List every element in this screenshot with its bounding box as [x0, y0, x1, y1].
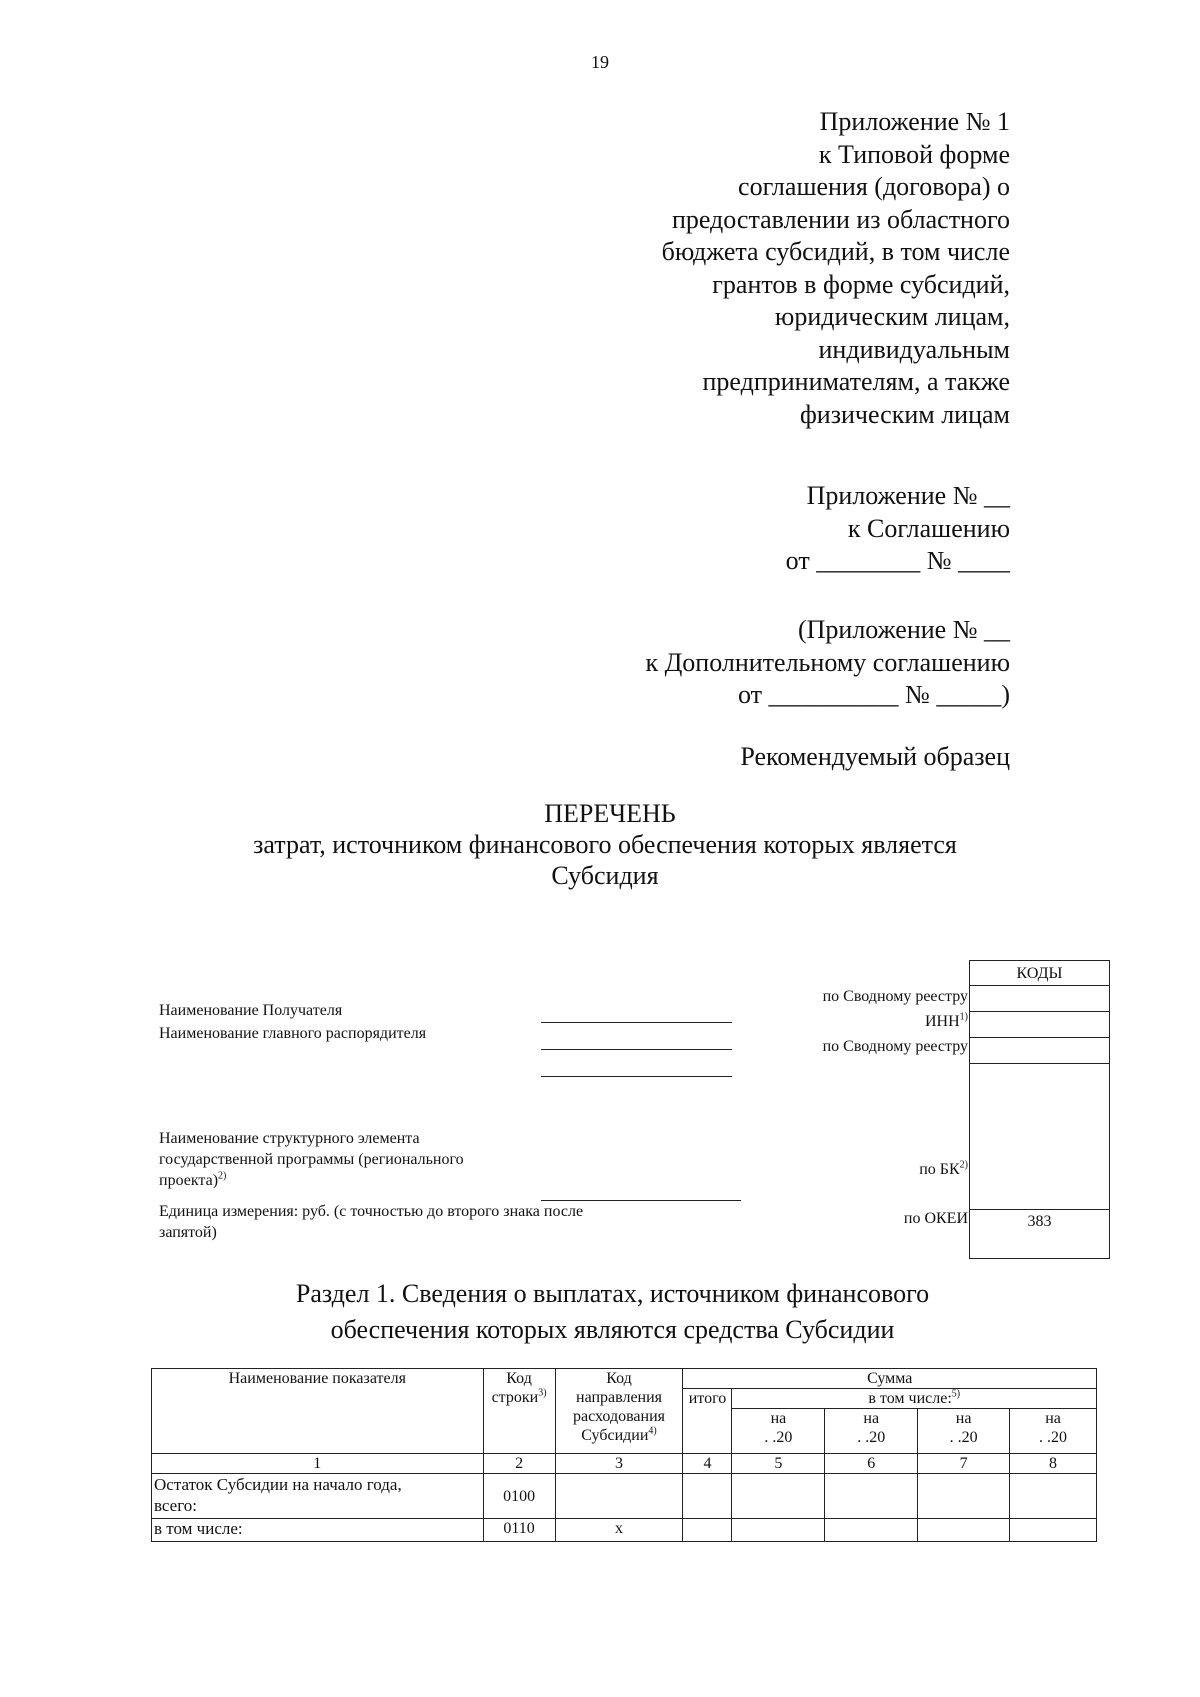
- document-title: [0, 798, 1200, 891]
- row-total-cell[interactable]: [683, 1519, 732, 1542]
- column-number: 1: [152, 1454, 484, 1474]
- row-year-cell[interactable]: [732, 1474, 825, 1519]
- appendix-1-line: юридическим лицам,: [774, 302, 1010, 331]
- header-direction-line: Код: [606, 1370, 632, 1387]
- unit-label: [159, 1201, 583, 1243]
- codes-table: [969, 960, 1110, 1259]
- year-label: на: [955, 1410, 972, 1427]
- main-manager-label: Наименование главного распорядителя: [159, 1025, 427, 1042]
- row-year-cell[interactable]: [1010, 1474, 1097, 1519]
- row-code: 0110: [483, 1519, 555, 1542]
- header-year-4: [1010, 1409, 1097, 1454]
- column-number: 6: [825, 1454, 918, 1474]
- appendix-additional-block: [645, 614, 1010, 712]
- appendix-additional-date: от __________ № _____): [738, 680, 1010, 709]
- code-cell-inn[interactable]: [970, 1012, 1110, 1038]
- row-name-line: Остаток Субсидии на начало года,: [154, 1475, 402, 1494]
- structural-element-line: проекта)$^{2)}$: [159, 1170, 227, 1189]
- by-bk-label: по БК$^{2)}$: [919, 1159, 968, 1178]
- header-row-code-line: Код: [506, 1370, 532, 1387]
- appendix-1-line: грантов в форме субсидий,: [712, 269, 1010, 299]
- by-registry-label-2: по Сводному реестру: [822, 1038, 968, 1055]
- main-manager-field[interactable]: [541, 1049, 732, 1050]
- recipient-name-field[interactable]: [541, 1022, 732, 1023]
- row-name: в том числе:: [152, 1519, 484, 1542]
- code-cell-okei: 383: [970, 1210, 1110, 1259]
- appendix-additional-number: (Приложение № __: [797, 615, 1010, 644]
- header-year-3: [918, 1409, 1010, 1454]
- column-numbers-row: [152, 1454, 1097, 1474]
- main-manager-field-2[interactable]: [541, 1076, 732, 1077]
- codes-header: КОДЫ: [970, 961, 1110, 986]
- row-year-cell[interactable]: [732, 1519, 825, 1542]
- section-1-line: обеспечения которых являются средства Субсидии: [330, 1315, 895, 1344]
- appendix-1-block: [662, 106, 1010, 431]
- row-year-cell[interactable]: [825, 1519, 918, 1542]
- row-direction[interactable]: [555, 1474, 683, 1519]
- appendix-1-line: физическим лицам: [799, 399, 1010, 429]
- year-label: на: [770, 1410, 787, 1427]
- header-including: в том числе:$^{5)}$: [732, 1389, 1097, 1409]
- header-year-2: [825, 1409, 918, 1454]
- inn-label: ИНН$^{1)}$: [924, 1011, 968, 1030]
- column-number: 2: [483, 1454, 555, 1474]
- appendix-1-line: предпринимателям, а также: [702, 367, 1010, 396]
- column-number: 8: [1010, 1454, 1097, 1474]
- structural-element-line: государственной программы (регионального: [159, 1151, 464, 1168]
- appendix-1-line: бюджета субсидий, в том числе: [661, 237, 1010, 266]
- recipient-name-label: Наименование Получателя: [159, 1002, 343, 1019]
- column-number: 5: [732, 1454, 825, 1474]
- header-year-1: [732, 1409, 825, 1454]
- header-direction-code: [555, 1369, 683, 1454]
- table-row: [152, 1519, 1097, 1542]
- page-number: 19: [591, 52, 609, 72]
- code-cell-registry-2[interactable]: [970, 1038, 1110, 1064]
- recommended-sample: Рекомендуемый образец: [740, 742, 1010, 771]
- row-name: [152, 1474, 484, 1519]
- appendix-agreement-date: от ________ № ____: [785, 546, 1010, 575]
- year-date: . .20: [764, 1429, 793, 1446]
- appendix-1-line: соглашения (договора) о: [738, 172, 1010, 201]
- year-date: . .20: [1039, 1429, 1068, 1446]
- appendix-agreement-number: Приложение № __: [806, 481, 1010, 510]
- payments-table: [151, 1368, 1097, 1542]
- title-line-3: Субсидия: [551, 861, 659, 890]
- appendix-agreement-block: [786, 480, 1010, 578]
- year-date: . .20: [857, 1429, 886, 1446]
- appendix-1-line: к Типовой форме: [818, 139, 1010, 169]
- header-total: итого: [683, 1389, 732, 1454]
- header-row-code-line: строки$^{3)}$: [491, 1387, 547, 1406]
- row-year-cell[interactable]: [1010, 1519, 1097, 1542]
- title-main: ПЕРЕЧЕНЬ: [544, 799, 676, 828]
- table-row: [152, 1474, 1097, 1519]
- appendix-additional-to: к Дополнительному соглашению: [645, 647, 1010, 677]
- unit-line: Единица измерения: руб. (с точностью до второго знака после: [159, 1203, 584, 1220]
- row-code: 0100: [483, 1474, 555, 1519]
- header-row-code: [483, 1369, 555, 1454]
- row-total-cell[interactable]: [683, 1474, 732, 1519]
- code-cell-bk[interactable]: [970, 1064, 1110, 1210]
- structural-element-line: Наименование структурного элемента: [159, 1130, 420, 1147]
- appendix-1-line: Приложение № 1: [819, 107, 1010, 136]
- year-label: на: [863, 1410, 880, 1427]
- unit-line: запятой): [159, 1224, 217, 1241]
- row-direction: х: [555, 1519, 683, 1542]
- row-year-cell[interactable]: [918, 1474, 1010, 1519]
- title-line-2: затрат, источником финансового обеспечения которых является: [253, 830, 957, 859]
- column-number: 7: [918, 1454, 1010, 1474]
- by-okei-label: по ОКЕИ: [903, 1210, 968, 1227]
- header-direction-line: расходования: [573, 1408, 666, 1425]
- row-year-cell[interactable]: [918, 1519, 1010, 1542]
- column-number: 3: [555, 1454, 683, 1474]
- column-number: 4: [683, 1454, 732, 1474]
- section-1-line: Раздел 1. Сведения о выплатах, источником финансового: [295, 1279, 930, 1308]
- code-cell-registry[interactable]: [970, 986, 1110, 1012]
- by-registry-label-1: по Сводному реестру: [822, 988, 968, 1005]
- appendix-agreement-to: к Соглашению: [847, 513, 1010, 543]
- row-year-cell[interactable]: [825, 1474, 918, 1519]
- row-name-line: всего:: [154, 1496, 197, 1515]
- year-label: на: [1045, 1410, 1061, 1427]
- header-sum: Сумма: [683, 1369, 1097, 1389]
- header-direction-line: Субсидии$^{4)}$: [581, 1425, 657, 1444]
- appendix-1-line: индивидуальным: [818, 334, 1010, 364]
- appendix-1-line: предоставлении из областного: [671, 204, 1010, 234]
- header-indicator-name: Наименование показателя: [152, 1369, 484, 1454]
- header-direction-line: направления: [576, 1389, 663, 1406]
- section-1-title: [0, 1276, 1200, 1348]
- year-date: . .20: [949, 1429, 978, 1446]
- structural-element-label: [159, 1128, 464, 1191]
